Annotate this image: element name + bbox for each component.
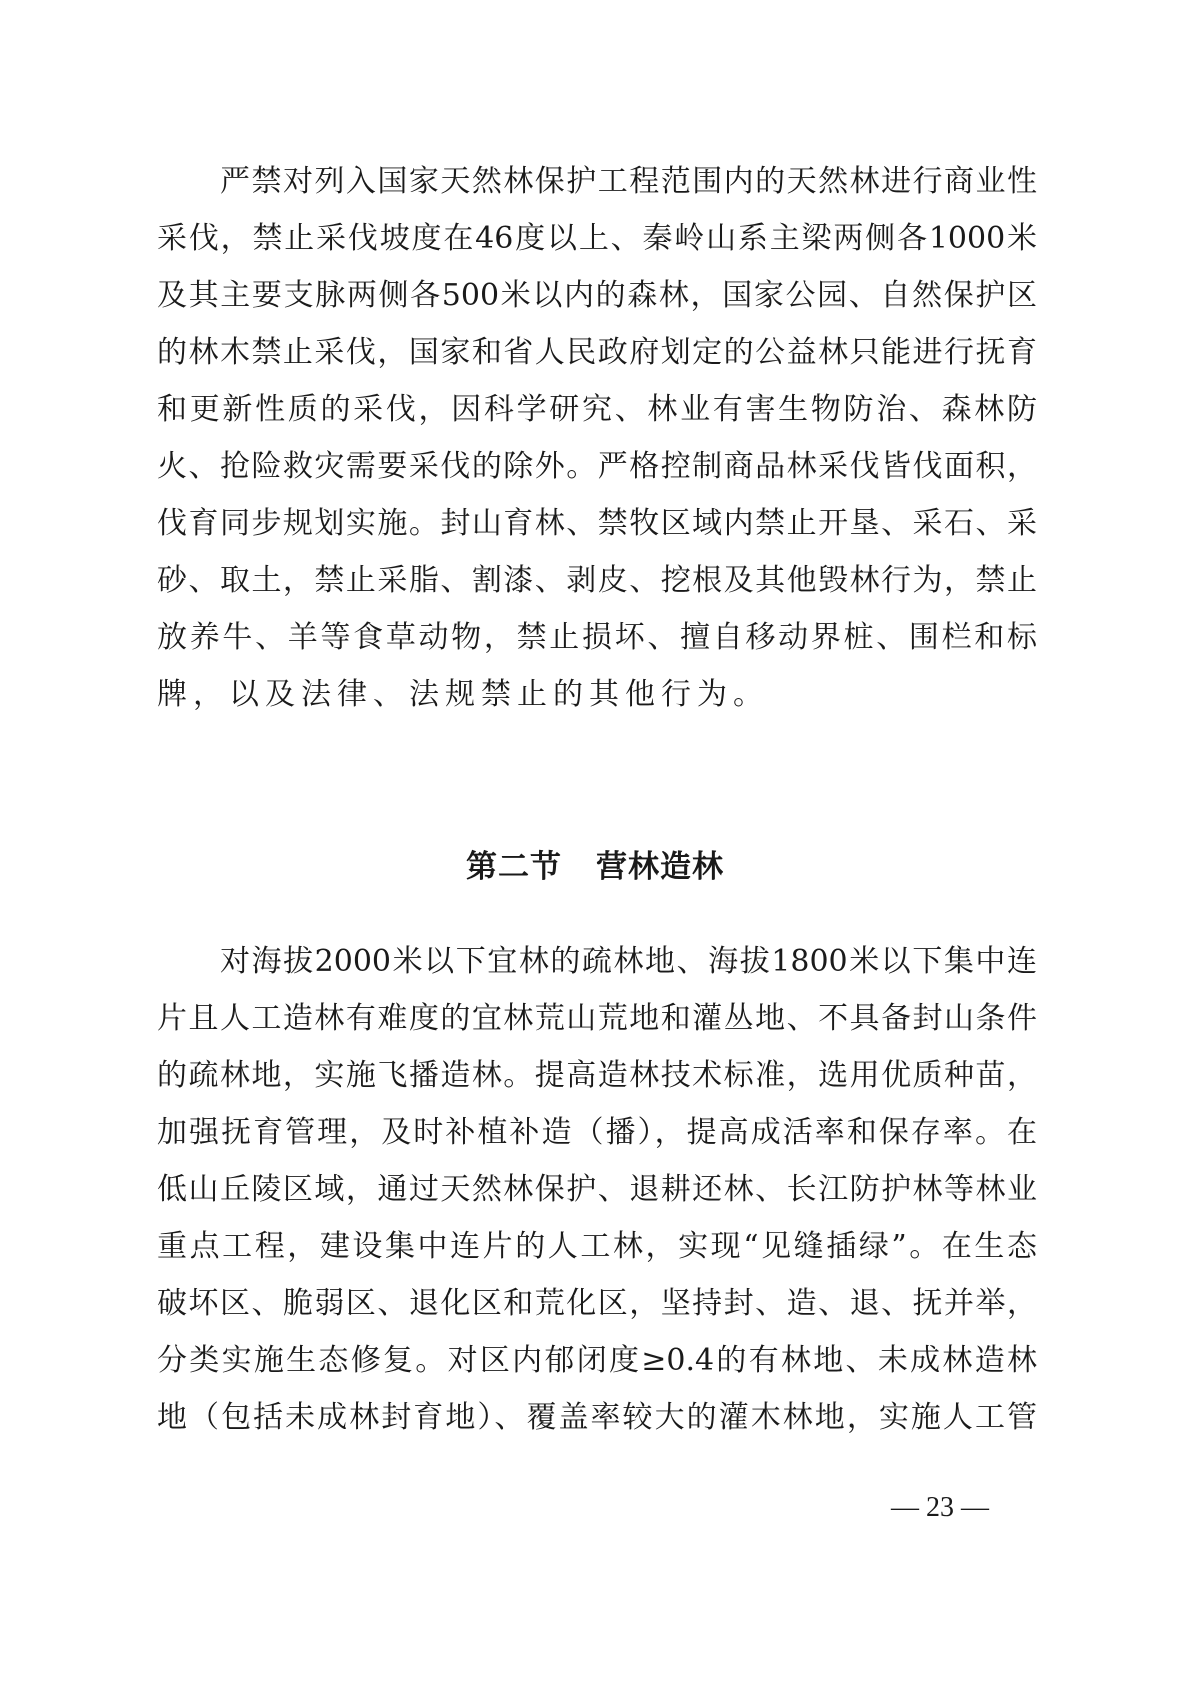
paragraph-1-line: 火、抢险救灾需要采伐的除外。严格控制商品林采伐皆伐面积，: [157, 449, 1037, 484]
paragraph-2-line: 对海拔2000米以下宜林的疏林地、海拔1800米以下集中连: [220, 944, 1037, 979]
paragraph-2-line: 分类实施生态修复。对区内郁闭度≥0.4的有林地、未成林造林: [157, 1343, 1037, 1378]
paragraph-2-line: 地（包括未成林封育地）、覆盖率较大的灌木林地，实施人工管: [157, 1400, 1037, 1435]
paragraph-1-line: 砂、取土，禁止采脂、割漆、剥皮、挖根及其他毁林行为，禁止: [157, 563, 1037, 598]
paragraph-1-line: 及其主要支脉两侧各500米以内的森林，国家公园、自然保护区: [157, 278, 1037, 313]
paragraph-1-line: 采伐，禁止采伐坡度在46度以上、秦岭山系主梁两侧各1000米: [157, 221, 1037, 256]
paragraph-2-line: 加强抚育管理，及时补植补造（播），提高成活率和保存率。在: [157, 1115, 1037, 1150]
paragraph-2-line: 的疏林地，实施飞播造林。提高造林技术标准，选用优质种苗，: [157, 1058, 1037, 1093]
section-heading: [0, 845, 1190, 889]
paragraph-1-line: 的林木禁止采伐，国家和省人民政府划定的公益林只能进行抚育: [157, 335, 1037, 370]
paragraph-2-line: 低山丘陵区域，通过天然林保护、退耕还林、长江防护林等林业: [157, 1172, 1037, 1207]
paragraph-1-line: 严禁对列入国家天然林保护工程范围内的天然林进行商业性: [220, 164, 1037, 199]
section-title: 营林造林: [596, 849, 724, 885]
paragraph-2-line: 片且人工造林有难度的宜林荒山荒地和灌丛地、不具备封山条件: [157, 1001, 1037, 1036]
paragraph-1-line: 牌，以及法律、法规禁止的其他行为。: [157, 677, 769, 712]
paragraph-1-line: 伐育同步规划实施。封山育林、禁牧区域内禁止开垦、采石、采: [157, 506, 1037, 541]
paragraph-2-line: 破坏区、脆弱区、退化区和荒化区，坚持封、造、退、抚并举，: [157, 1286, 1037, 1321]
page-number: — 23 —: [891, 1492, 989, 1523]
paragraph-1-line: 放养牛、羊等食草动物，禁止损坏、擅自移动界桩、围栏和标: [157, 620, 1037, 655]
paragraph-2-line: 重点工程，建设集中连片的人工林，实现“见缝插绿”。在生态: [157, 1229, 1037, 1264]
section-number: 第二节: [466, 849, 562, 885]
paragraph-1-line: 和更新性质的采伐，因科学研究、林业有害生物防治、森林防: [157, 392, 1037, 427]
